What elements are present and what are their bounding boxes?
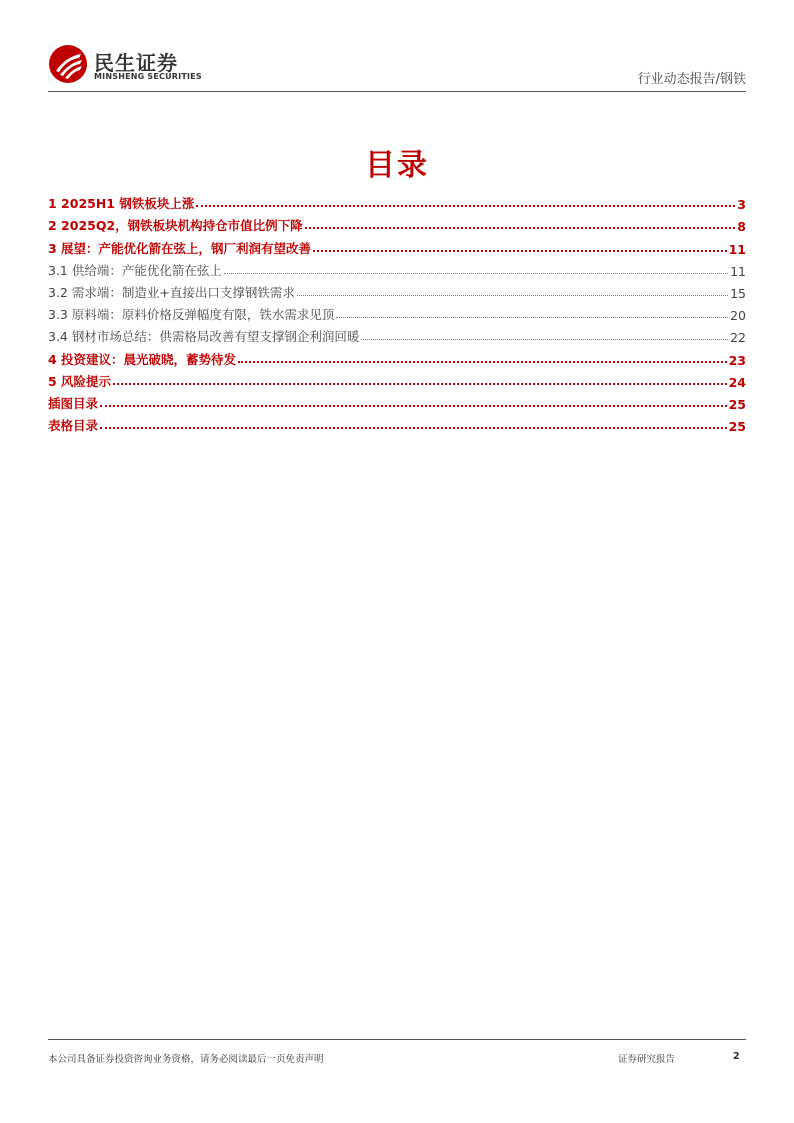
toc-entry-figures[interactable] — [48, 390, 746, 412]
toc-entry-text: 3.1 供给端：产能优化箭在弦上 — [48, 262, 222, 278]
toc-entry-text: 2 2025Q2，钢铁板块机构持仓市值比例下降 — [48, 218, 303, 234]
toc-entry-3-1[interactable] — [48, 257, 746, 279]
toc-leader-dots — [313, 249, 727, 252]
toc-entry-page: 22 — [730, 330, 746, 346]
toc-entry-text: 5 风险提示 — [48, 373, 112, 389]
toc-leader-dots — [224, 272, 728, 274]
toc-entry-page: 3 — [737, 197, 746, 213]
footer-page-number: 2 — [733, 1051, 740, 1062]
toc-leader-dots — [336, 316, 728, 318]
toc-leader-dots — [361, 338, 728, 340]
toc-entry-page: 8 — [737, 219, 746, 235]
toc-leader-dots — [196, 204, 735, 207]
brand-logo — [48, 44, 218, 88]
toc-entry-3-2[interactable] — [48, 279, 746, 301]
brand-name-cn: 民生证券 — [94, 51, 178, 75]
toc-entry-page: 23 — [728, 352, 746, 368]
toc-leader-dots — [305, 226, 736, 229]
toc-entry-text: 表格目录 — [48, 418, 99, 434]
toc-entry-3-3[interactable] — [48, 301, 746, 323]
page-header — [48, 44, 746, 94]
toc-entry-2[interactable] — [48, 212, 746, 234]
toc-leader-dots — [100, 404, 727, 407]
brand-name-en: MINSHENG SECURITIES — [94, 72, 202, 81]
toc-entry-text: 插图目录 — [48, 395, 99, 411]
toc-entry-tables[interactable] — [48, 412, 746, 434]
toc-entry-3-4[interactable] — [48, 323, 746, 345]
toc-entry-text: 3 展望：产能优化箭在弦上，钢厂利润有望改善 — [48, 240, 312, 256]
toc-entry-text: 4 投资建议：晨光破晓，蓄势待发 — [48, 351, 237, 367]
footer-report-type: 证券研究报告 — [618, 1054, 676, 1065]
toc-entry-5[interactable] — [48, 368, 746, 390]
toc-entry-3[interactable] — [48, 234, 746, 256]
footer-divider — [48, 1039, 746, 1040]
toc-entry-page: 25 — [728, 396, 746, 412]
toc-leader-dots — [297, 294, 728, 296]
table-of-contents — [48, 190, 746, 434]
toc-leader-dots — [113, 382, 727, 385]
toc-entry-text: 3.4 钢材市场总结：供需格局改善有望支撑钢企利润回暖 — [48, 329, 360, 345]
report-category: 行业动态报告/钢铁 — [637, 72, 746, 87]
toc-entry-page: 11 — [730, 263, 746, 279]
toc-leader-dots — [238, 360, 727, 363]
toc-entry-text: 1 2025H1 钢铁板块上涨 — [48, 196, 195, 212]
minsheng-logo-icon — [48, 44, 88, 84]
toc-entry-page: 20 — [730, 308, 746, 324]
toc-entry-page: 25 — [728, 419, 746, 435]
header-divider — [48, 91, 746, 92]
toc-title: 目录 — [365, 148, 429, 183]
footer-disclaimer: 本公司具备证券投资咨询业务资格，请务必阅读最后一页免责声明 — [48, 1054, 324, 1065]
toc-entry-4[interactable] — [48, 345, 746, 367]
toc-entry-page: 11 — [728, 241, 746, 257]
toc-entry-text: 3.3 原料端：原料价格反弹幅度有限，铁水需求见顶 — [48, 307, 335, 323]
toc-entry-page: 15 — [730, 285, 746, 301]
toc-entry-page: 24 — [728, 374, 746, 390]
toc-entry-text: 3.2 需求端：制造业+直接出口支撑钢铁需求 — [48, 284, 295, 300]
toc-entry-1[interactable] — [48, 190, 746, 212]
toc-leader-dots — [100, 426, 727, 429]
